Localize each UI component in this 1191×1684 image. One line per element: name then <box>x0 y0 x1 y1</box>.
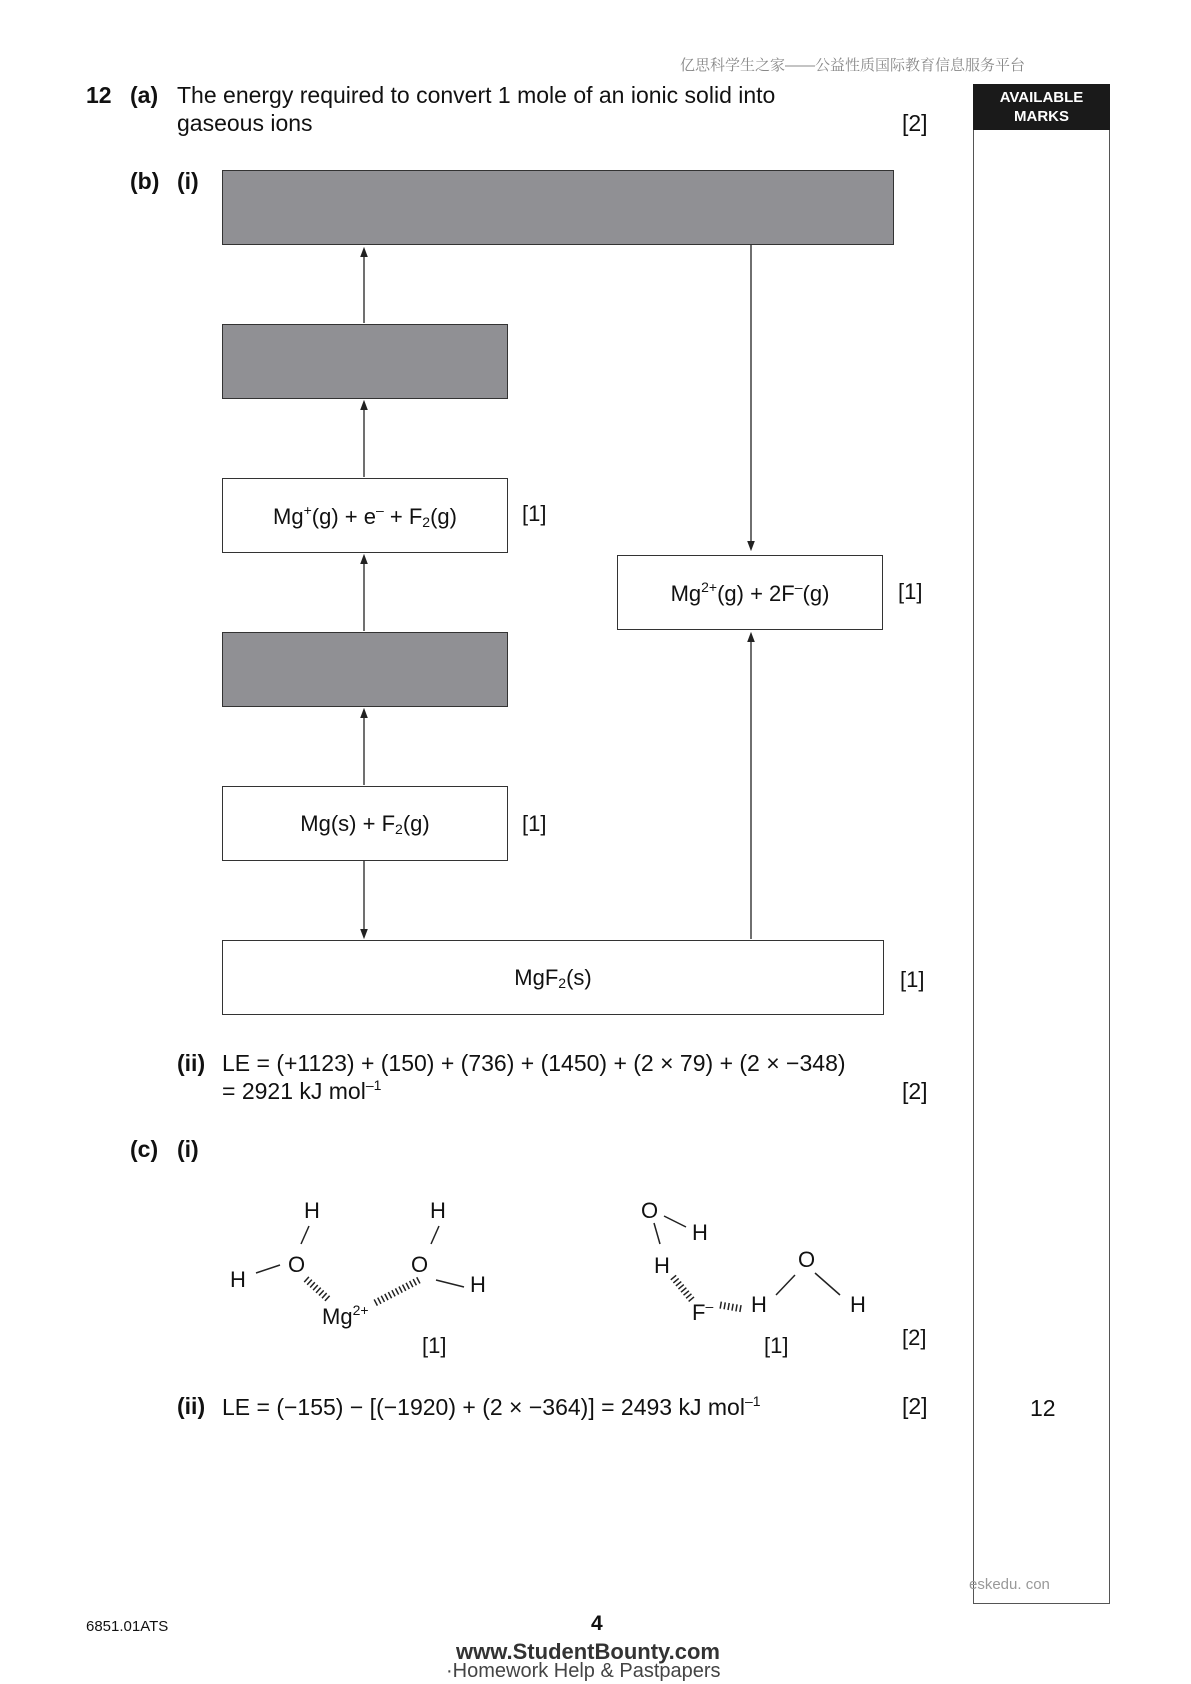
mg-solid-text-c: (g) <box>402 810 430 836</box>
atom-h-bottom: H <box>751 1292 767 1317</box>
bond-o-h-right-side <box>436 1280 464 1287</box>
mg-plus-text-c: (g) + e <box>311 503 376 529</box>
bond-h-o-lower <box>776 1275 795 1295</box>
mg-ion-charge: 2+ <box>352 1302 369 1318</box>
atom-o-bottom: O <box>798 1247 816 1272</box>
mg-plus-text-e: + F <box>383 503 423 529</box>
part-b-i-label: (i) <box>177 168 199 194</box>
hbond-f-h <box>720 1305 743 1309</box>
part-a-line1: The energy required to convert 1 mole of an ionic solid into <box>177 82 776 108</box>
footer-watermark: eskedu. con <box>969 1576 1050 1593</box>
part-b-label: (b) <box>130 168 160 194</box>
page-number: 4 <box>591 1612 603 1635</box>
box-mgf2-solid <box>222 940 884 1015</box>
atom-h-bottom-right: H <box>850 1292 866 1317</box>
hbond-o-mg-left <box>306 1279 328 1299</box>
part-b-ii-unit-exp: –1 <box>365 1077 382 1093</box>
mg2-charge: 2+ <box>701 578 718 595</box>
mgf2-text-c: (s) <box>566 964 592 990</box>
atom-h-top: H <box>692 1220 708 1245</box>
hbond-h-f <box>673 1277 692 1300</box>
part-c-ii-mark: [2] <box>902 1393 928 1419</box>
mg-plus-text-g: (g) <box>430 503 457 529</box>
mark-mgf2: [1] <box>900 967 925 992</box>
mg-solid-text-a: Mg(s) + F <box>300 810 396 836</box>
mark-left-structure: [1] <box>422 1333 447 1358</box>
bond-o-h-vertical <box>654 1223 660 1244</box>
mark-mg2: [1] <box>898 579 923 604</box>
atom-h-right-side: H <box>470 1272 486 1297</box>
question-number: 12 <box>86 82 112 108</box>
part-c-label: (c) <box>130 1136 159 1162</box>
box-mg-plus-gas <box>222 478 508 553</box>
fluoride-symbol: F <box>692 1300 706 1325</box>
mark-mg-solid: [1] <box>522 811 547 836</box>
fluoride-ion <box>692 1298 713 1326</box>
mg2-text-e: (g) <box>802 580 830 606</box>
marks-title-line2: MARKS <box>1014 108 1069 125</box>
part-b-ii-line1: LE = (+1123) + (150) + (736) + (1450) + (2 × 79) + (2 × −348) <box>222 1050 846 1076</box>
part-c-ii-text <box>222 1393 761 1421</box>
hbond-o-mg-right <box>373 1280 419 1304</box>
atom-o-right: O <box>411 1252 429 1277</box>
mark-right-structure: [1] <box>764 1333 789 1358</box>
mg2-text-c: (g) + 2F <box>717 580 795 606</box>
paper-code: 6851.01ATS <box>86 1618 169 1635</box>
grey-box-top <box>222 170 894 245</box>
electron-charge: – <box>375 501 384 518</box>
bond-o-h-lower-right <box>815 1273 840 1295</box>
part-a-label: (a) <box>130 82 159 108</box>
atom-h-left-top: H <box>304 1198 320 1223</box>
header-watermark: 亿思科学生之家——公益性质国际教育信息服务平台 <box>680 57 1026 74</box>
atom-o-left: O <box>288 1252 306 1277</box>
fluoride-charge: – <box>794 578 803 595</box>
atom-h-on-water: H <box>654 1253 670 1278</box>
part-b-ii-line2 <box>222 1077 381 1105</box>
part-b-ii-mark: [2] <box>902 1078 928 1104</box>
part-c-i-label: (i) <box>177 1136 199 1162</box>
mg-ion <box>322 1302 369 1330</box>
atom-h-left-side: H <box>230 1267 246 1292</box>
atom-o-top: O <box>641 1198 659 1223</box>
mg-plus-charge: + <box>303 501 312 518</box>
mgf2-sub: 2 <box>558 974 567 991</box>
grey-box-lower <box>222 632 508 707</box>
f2-subscript: 2 <box>422 513 431 530</box>
mg2-text-a: Mg <box>670 580 702 606</box>
part-a-line2: gaseous ions <box>177 110 313 136</box>
fluoride-ion-charge: – <box>705 1298 714 1314</box>
studentbounty-tagline: ·Homework Help & Pastpapers <box>446 1660 721 1682</box>
bond-o-h-top <box>664 1216 686 1227</box>
mg-solid-sub: 2 <box>395 820 403 837</box>
grey-box-upper <box>222 324 508 399</box>
part-c-ii-unit-exp: –1 <box>744 1393 761 1409</box>
mg-plus-text-a: Mg <box>273 503 304 529</box>
bond-h-o-left-upper <box>301 1226 309 1244</box>
box-mg-solid <box>222 786 508 861</box>
box-mg2-ions <box>617 555 883 630</box>
part-c-ii-label: (ii) <box>177 1393 206 1419</box>
part-a-mark: [2] <box>902 110 928 136</box>
mark-mg-plus: [1] <box>522 501 547 526</box>
bond-h-o-left-side <box>256 1265 280 1273</box>
atom-h-right-top: H <box>430 1198 446 1223</box>
part-b-ii-label: (ii) <box>177 1050 206 1076</box>
studentbounty-url[interactable]: www.StudentBounty.com <box>456 1639 720 1664</box>
marks-title-line1: AVAILABLE <box>999 89 1084 106</box>
bond-h-o-right-upper <box>431 1226 439 1244</box>
marks-total: 12 <box>1030 1395 1056 1421</box>
part-b-ii-line2-text: = 2921 kJ mol <box>222 1078 366 1104</box>
part-c-ii-equation: LE = (−155) − [(−1920) + (2 × −364)] = 2493 kJ mol <box>222 1394 745 1420</box>
mgf2-text-a: MgF <box>514 964 559 990</box>
part-c-i-mark: [2] <box>902 1325 927 1350</box>
hydration-structures <box>0 1180 1191 1350</box>
mg-ion-symbol: Mg <box>322 1304 353 1329</box>
